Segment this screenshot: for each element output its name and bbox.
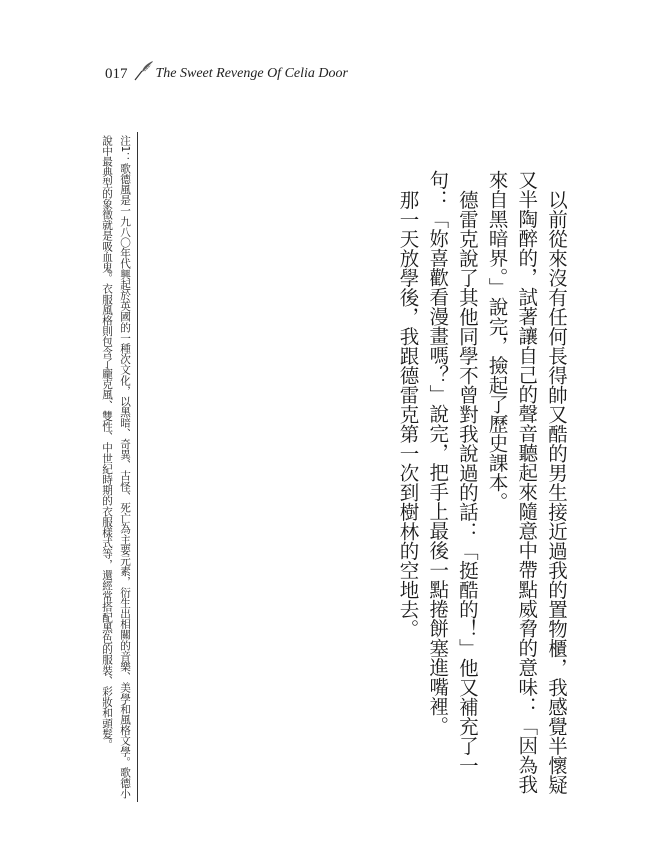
- book-title: The Sweet Revenge Of Celia Door: [155, 66, 348, 81]
- main-text: [393, 170, 571, 810]
- page-number: 017: [105, 66, 128, 82]
- footnote-divider: [137, 132, 138, 802]
- footnote: 注1：歌德風是一九八〇年代興起於英國的一種次文化，以黑暗、奇異、古怪、死亡為主要元素，衍生出相關的音樂、美學和風格文學。歌德小說中最典型的象徵就是吸血鬼。衣服風格則包含了龐克風、雙性、中世紀時期的衣服樣式等，還經常搭配黑色的服裝、彩妝和頭髮。: [101, 135, 131, 799]
- quill-pen-icon: [132, 60, 154, 82]
- body-paragraph: 德雷克說了其他同學不曾對我說過的話：「挺酷的！」他又補充了一句：「妳喜歡看漫畫嗎？」說完，把手上最後一點捲餅塞進嘴裡。: [426, 170, 479, 775]
- body-paragraph: 以前從來沒有任何長得帥又酷的男生接近過我的置物櫃，我感覺半懷疑又半陶醉的，試著讓自己的聲音聽起來隨意中帶點威脅的意味：「因為我來自黑暗界。」說完，撿起了歷史課本。: [485, 170, 568, 794]
- body-paragraph: 那一天放學後，我跟德雷克第一次到樹林的空地去。: [396, 189, 420, 638]
- running-header: [105, 58, 348, 82]
